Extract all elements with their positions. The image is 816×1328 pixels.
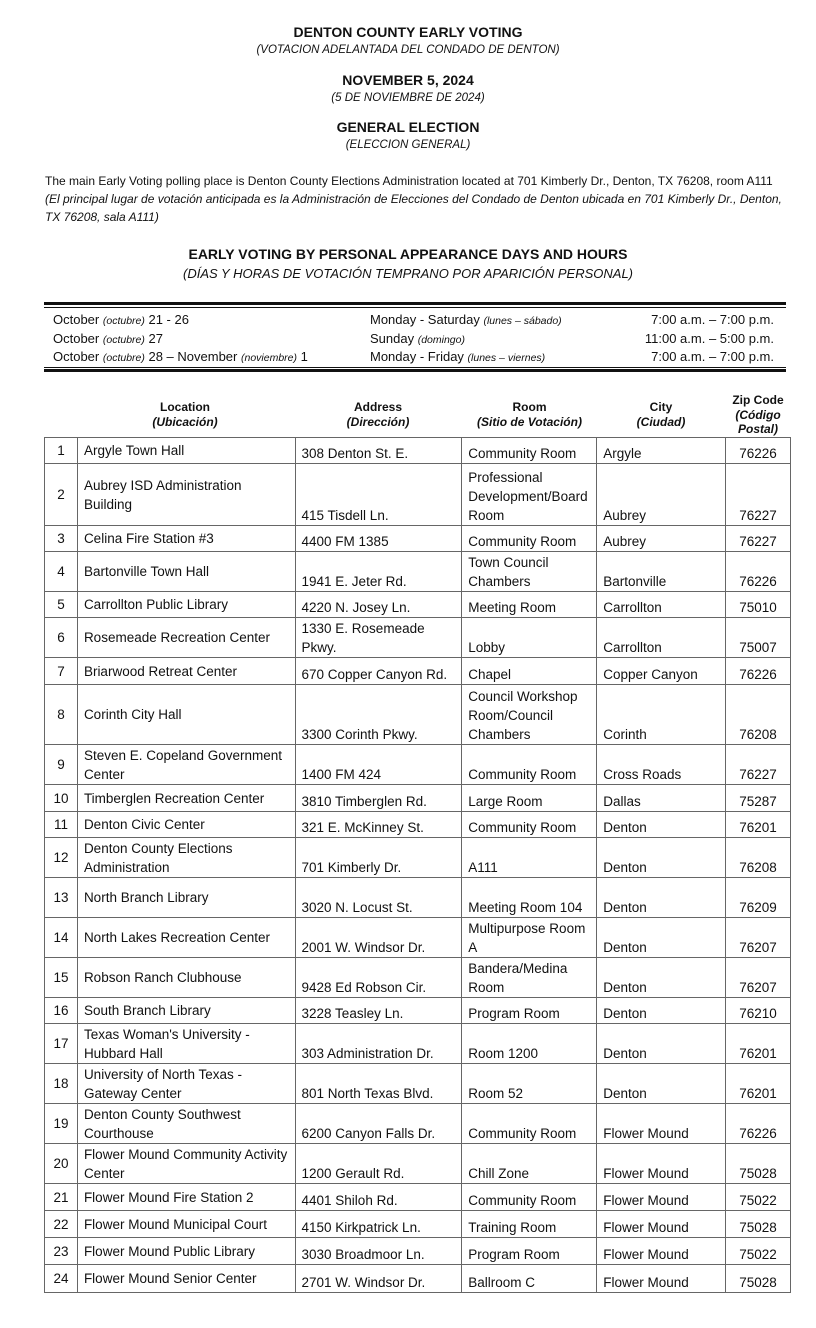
- cell-city: Copper Canyon: [597, 658, 726, 685]
- cell-num: 24: [45, 1265, 78, 1293]
- cell-address: 1200 Gerault Rd.: [295, 1144, 462, 1184]
- cell-zip: 75022: [726, 1184, 791, 1211]
- page-title-es: (VOTACION ADELANTADA DEL CONDADO DE DENTON): [256, 44, 560, 56]
- cell-num: 7: [45, 658, 78, 685]
- cell-location: Flower Mound Public Library: [77, 1238, 295, 1265]
- cell-city: Aubrey: [597, 526, 726, 552]
- table-row: [45, 838, 791, 878]
- cell-zip: 75010: [726, 592, 791, 618]
- cell-zip: 75028: [726, 1211, 791, 1238]
- cell-location: Aubrey ISD Administration Building: [77, 464, 295, 526]
- cell-room: Community Room: [462, 812, 597, 838]
- cell-address: 9428 Ed Robson Cir.: [295, 958, 462, 998]
- table-row: [45, 1144, 791, 1184]
- cell-zip: 76210: [726, 998, 791, 1024]
- intro-paragraph: [45, 172, 785, 226]
- cell-num: 5: [45, 592, 78, 618]
- cell-city: Denton: [597, 918, 726, 958]
- cell-address: 6200 Canyon Falls Dr.: [295, 1104, 462, 1144]
- cell-city: Bartonville: [597, 552, 726, 592]
- cell-zip: 76227: [726, 745, 791, 785]
- cell-room: Program Room: [462, 1238, 597, 1265]
- column-header-room: Room (Sitio de Votación): [477, 400, 582, 429]
- election-type: GENERAL ELECTION: [336, 119, 480, 135]
- cell-num: 17: [45, 1024, 78, 1064]
- cell-zip: 75028: [726, 1265, 791, 1293]
- cell-city: Denton: [597, 878, 726, 918]
- cell-room: Program Room: [462, 998, 597, 1024]
- schedule-bottom-rule-thin: [44, 367, 786, 368]
- cell-zip: 76226: [726, 658, 791, 685]
- cell-address: 303 Administration Dr.: [295, 1024, 462, 1064]
- cell-location: Timberglen Recreation Center: [77, 785, 295, 812]
- cell-zip: 75028: [726, 1144, 791, 1184]
- cell-room: Training Room: [462, 1211, 597, 1238]
- cell-room: A111: [462, 838, 597, 878]
- table-row: [45, 918, 791, 958]
- cell-address: 3300 Corinth Pkwy.: [295, 685, 462, 745]
- cell-num: 20: [45, 1144, 78, 1184]
- table-row: [45, 526, 791, 552]
- cell-zip: 76227: [726, 526, 791, 552]
- column-header-city: City (Ciudad): [636, 400, 686, 429]
- cell-num: 15: [45, 958, 78, 998]
- cell-location: Flower Mound Municipal Court: [77, 1211, 295, 1238]
- election-date-es: (5 DE NOVIEMBRE DE 2024): [331, 92, 485, 104]
- election-date: NOVEMBER 5, 2024: [342, 72, 474, 88]
- cell-room: Room 1200: [462, 1024, 597, 1064]
- cell-zip: 76208: [726, 685, 791, 745]
- column-header-zip: Zip Code (Código Postal): [732, 393, 784, 436]
- cell-num: 1: [45, 438, 78, 464]
- table-row: [45, 745, 791, 785]
- table-row: [45, 1211, 791, 1238]
- cell-address: 2701 W. Windsor Dr.: [295, 1265, 462, 1293]
- cell-city: Denton: [597, 998, 726, 1024]
- cell-location: Celina Fire Station #3: [77, 526, 295, 552]
- cell-city: Aubrey: [597, 464, 726, 526]
- cell-num: 22: [45, 1211, 78, 1238]
- table-row: [45, 1104, 791, 1144]
- cell-room: Multipurpose Room A: [462, 918, 597, 958]
- cell-city: Carrollton: [597, 618, 726, 658]
- table-header: [44, 393, 790, 437]
- schedule-days: Monday - Saturday (lunes – sábado): [370, 312, 562, 327]
- cell-city: Flower Mound: [597, 1238, 726, 1265]
- cell-zip: 76227: [726, 464, 791, 526]
- cell-room: Chapel: [462, 658, 597, 685]
- cell-location: Robson Ranch Clubhouse: [77, 958, 295, 998]
- cell-zip: 76201: [726, 1024, 791, 1064]
- schedule-hours: 11:00 a.m. – 5:00 p.m.: [644, 331, 774, 346]
- cell-address: 4401 Shiloh Rd.: [295, 1184, 462, 1211]
- cell-room: Community Room: [462, 1184, 597, 1211]
- cell-address: 1400 FM 424: [295, 745, 462, 785]
- schedule-bottom-rule: [44, 369, 786, 372]
- cell-address: 3228 Teasley Ln.: [295, 998, 462, 1024]
- cell-location: South Branch Library: [77, 998, 295, 1024]
- table-row: [45, 1064, 791, 1104]
- table-row: [45, 1265, 791, 1293]
- cell-location: Texas Woman's University - Hubbard Hall: [77, 1024, 295, 1064]
- schedule-row: [44, 312, 786, 331]
- cell-city: Flower Mound: [597, 1265, 726, 1293]
- cell-address: 4400 FM 1385: [295, 526, 462, 552]
- cell-zip: 75007: [726, 618, 791, 658]
- cell-zip: 75022: [726, 1238, 791, 1265]
- table-row: [45, 685, 791, 745]
- table-row: [45, 464, 791, 526]
- election-type-es: (ELECCION GENERAL): [345, 139, 471, 151]
- cell-location: Steven E. Copeland Government Center: [77, 745, 295, 785]
- cell-zip: 76209: [726, 878, 791, 918]
- cell-room: Council Workshop Room/Council Chambers: [462, 685, 597, 745]
- cell-address: 4150 Kirkpatrick Ln.: [295, 1211, 462, 1238]
- cell-location: Denton County Elections Administration: [77, 838, 295, 878]
- schedule-dates: October (octubre) 27: [53, 331, 163, 346]
- cell-num: 16: [45, 998, 78, 1024]
- cell-city: Cross Roads: [597, 745, 726, 785]
- intro-english: The main Early Voting polling place is Denton County Elections Administration located at 701 Kimberly Dr., Denton, TX 76208, room A111: [45, 174, 773, 188]
- cell-room: Meeting Room: [462, 592, 597, 618]
- cell-location: Corinth City Hall: [77, 685, 295, 745]
- cell-city: Argyle: [597, 438, 726, 464]
- cell-city: Denton: [597, 1064, 726, 1104]
- cell-room: Large Room: [462, 785, 597, 812]
- table-row: [45, 1024, 791, 1064]
- table-row: [45, 438, 791, 464]
- schedule-top-rule: [44, 302, 786, 305]
- cell-address: 3810 Timberglen Rd.: [295, 785, 462, 812]
- cell-num: 21: [45, 1184, 78, 1211]
- cell-zip: 76226: [726, 552, 791, 592]
- cell-location: Denton County Southwest Courthouse: [77, 1104, 295, 1144]
- schedule-hours: 7:00 a.m. – 7:00 p.m.: [651, 349, 774, 364]
- table-row: [45, 812, 791, 838]
- cell-city: Dallas: [597, 785, 726, 812]
- cell-zip: 76208: [726, 838, 791, 878]
- cell-zip: 76207: [726, 958, 791, 998]
- cell-room: Meeting Room 104: [462, 878, 597, 918]
- cell-location: University of North Texas - Gateway Center: [77, 1064, 295, 1104]
- cell-city: Carrollton: [597, 592, 726, 618]
- schedule-dates: October (octubre) 28 – November (noviembre) 1: [53, 349, 308, 364]
- cell-room: Community Room: [462, 745, 597, 785]
- table-row: [45, 1184, 791, 1211]
- column-header-address: Address (Dirección): [346, 400, 410, 429]
- schedule-days: Sunday (domingo): [370, 331, 465, 346]
- cell-city: Flower Mound: [597, 1104, 726, 1144]
- cell-city: Denton: [597, 812, 726, 838]
- cell-zip: 75287: [726, 785, 791, 812]
- cell-location: North Lakes Recreation Center: [77, 918, 295, 958]
- cell-num: 14: [45, 918, 78, 958]
- table-row: [45, 1238, 791, 1265]
- cell-room: Bandera/Medina Room: [462, 958, 597, 998]
- cell-num: 11: [45, 812, 78, 838]
- cell-num: 19: [45, 1104, 78, 1144]
- cell-location: Flower Mound Fire Station 2: [77, 1184, 295, 1211]
- cell-room: Professional Development/Board Room: [462, 464, 597, 526]
- cell-room: Community Room: [462, 1104, 597, 1144]
- cell-address: 2001 W. Windsor Dr.: [295, 918, 462, 958]
- intro-spanish: (El principal lugar de votación anticipada es la Administración de Elecciones del Condado de Denton ubicada en 701 Kimberly Dr., Denton, TX 76208, sala A111): [45, 192, 782, 224]
- schedule-top-rule-thin: [44, 307, 786, 308]
- cell-zip: 76201: [726, 812, 791, 838]
- schedule-row: [44, 349, 786, 368]
- cell-location: Rosemeade Recreation Center: [77, 618, 295, 658]
- early-voting-title: EARLY VOTING BY PERSONAL APPEARANCE DAYS AND HOURS: [188, 246, 628, 262]
- cell-room: Chill Zone: [462, 1144, 597, 1184]
- cell-room: Lobby: [462, 618, 597, 658]
- cell-location: North Branch Library: [77, 878, 295, 918]
- cell-num: 6: [45, 618, 78, 658]
- cell-address: 321 E. McKinney St.: [295, 812, 462, 838]
- table-row: [45, 618, 791, 658]
- cell-city: Denton: [597, 958, 726, 998]
- cell-num: 2: [45, 464, 78, 526]
- table-row: [45, 958, 791, 998]
- cell-room: Ballroom C: [462, 1265, 597, 1293]
- cell-num: 13: [45, 878, 78, 918]
- cell-address: 3030 Broadmoor Ln.: [295, 1238, 462, 1265]
- cell-city: Denton: [597, 838, 726, 878]
- cell-num: 8: [45, 685, 78, 745]
- cell-address: 3020 N. Locust St.: [295, 878, 462, 918]
- cell-location: Briarwood Retreat Center: [77, 658, 295, 685]
- cell-location: Flower Mound Community Activity Center: [77, 1144, 295, 1184]
- cell-zip: 76226: [726, 1104, 791, 1144]
- cell-num: 9: [45, 745, 78, 785]
- cell-num: 3: [45, 526, 78, 552]
- cell-location: Flower Mound Senior Center: [77, 1265, 295, 1293]
- table-row: [45, 658, 791, 685]
- cell-city: Flower Mound: [597, 1144, 726, 1184]
- schedule-dates: October (octubre) 21 - 26: [53, 312, 189, 327]
- table-row: [45, 878, 791, 918]
- cell-address: 670 Copper Canyon Rd.: [295, 658, 462, 685]
- cell-city: Flower Mound: [597, 1184, 726, 1211]
- cell-city: Flower Mound: [597, 1211, 726, 1238]
- cell-location: Bartonville Town Hall: [77, 552, 295, 592]
- cell-address: 701 Kimberly Dr.: [295, 838, 462, 878]
- cell-num: 10: [45, 785, 78, 812]
- cell-num: 4: [45, 552, 78, 592]
- cell-address: 1941 E. Jeter Rd.: [295, 552, 462, 592]
- cell-location: Carrollton Public Library: [77, 592, 295, 618]
- cell-address: 4220 N. Josey Ln.: [295, 592, 462, 618]
- cell-city: Denton: [597, 1024, 726, 1064]
- cell-room: Town Council Chambers: [462, 552, 597, 592]
- cell-room: Room 52: [462, 1064, 597, 1104]
- table-row: [45, 552, 791, 592]
- cell-address: 415 Tisdell Ln.: [295, 464, 462, 526]
- cell-num: 18: [45, 1064, 78, 1104]
- page-title: DENTON COUNTY EARLY VOTING: [293, 24, 523, 40]
- cell-location: Argyle Town Hall: [77, 438, 295, 464]
- cell-city: Corinth: [597, 685, 726, 745]
- cell-zip: 76207: [726, 918, 791, 958]
- locations-table: [44, 437, 791, 1293]
- cell-address: 308 Denton St. E.: [295, 438, 462, 464]
- cell-zip: 76201: [726, 1064, 791, 1104]
- early-voting-subtitle: (DÍAS Y HORAS DE VOTACIÓN TEMPRANO POR APARICIÓN PERSONAL): [182, 266, 634, 281]
- cell-address: 1330 E. Rosemeade Pkwy.: [295, 618, 462, 658]
- cell-room: Community Room: [462, 526, 597, 552]
- cell-room: Community Room: [462, 438, 597, 464]
- table-row: [45, 785, 791, 812]
- schedule-days: Monday - Friday (lunes – viernes): [370, 349, 546, 364]
- column-header-location: Location (Ubicación): [152, 400, 218, 429]
- cell-num: 12: [45, 838, 78, 878]
- schedule-row: [44, 331, 786, 350]
- cell-location: Denton Civic Center: [77, 812, 295, 838]
- table-row: [45, 998, 791, 1024]
- table-row: [45, 592, 791, 618]
- cell-num: 23: [45, 1238, 78, 1265]
- cell-zip: 76226: [726, 438, 791, 464]
- schedule-hours: 7:00 a.m. – 7:00 p.m.: [651, 312, 774, 327]
- cell-address: 801 North Texas Blvd.: [295, 1064, 462, 1104]
